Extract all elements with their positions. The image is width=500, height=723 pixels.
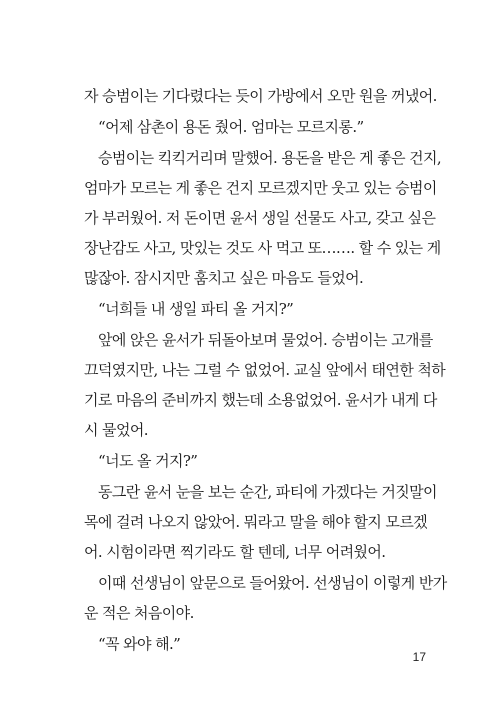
text-line: 운 적은 처음이야. [84,604,194,622]
text-line: 승범이는 킥킥거리며 말했어. 용돈을 받은 게 좋은 건지, [98,149,442,167]
text-line: 시 물었어. [84,421,148,439]
text-line: 자 승범이는 기다렸다는 듯이 가방에서 오만 원을 꺼냈어. [84,87,437,105]
dialogue-line: “꼭 와야 해.” [98,635,181,653]
text-line: 앞에 앉은 윤서가 뒤돌아보며 물었어. 승범이는 고개를 [98,331,433,349]
text-line: 이때 선생님이 앞문으로 들어왔어. 선생님이 이렇게 반가 [98,574,447,592]
text-line: 가 부러웠어. 저 돈이면 윤서 생일 선물도 사고, 갖고 싶은 [84,209,436,227]
page-number: 17 [412,650,426,664]
dialogue-line: “어제 삼촌이 용돈 줬어. 엄마는 모르지롱.” [98,118,364,136]
text-line: 어. 시험이라면 찍기라도 할 텐데, 너무 어려웠어. [84,543,386,561]
dialogue-line: “너도 올 거지?” [98,452,198,470]
text-line: 끄덕였지만, 나는 그럴 수 없었어. 교실 앞에서 태연한 척하 [84,361,446,379]
text-line: 많잖아. 잠시지만 훔치고 싶은 마음도 들었어. [84,269,364,287]
dialogue-line: “너희들 내 생일 파티 올 거지?” [98,300,294,318]
text-line: 동그란 윤서 눈을 보는 순간, 파티에 가겠다는 거짓말이 [98,483,437,501]
text-line: 장난감도 사고, 맛있는 것도 사 먹고 또……. 할 수 있는 게 [84,239,441,257]
text-line: 기로 마음의 준비까지 했는데 소용없었어. 윤서가 내게 다 [84,391,437,409]
text-line: 목에 걸려 나오지 않았어. 뭐라고 말을 해야 할지 모르겠 [84,513,428,531]
text-line: 엄마가 모르는 게 좋은 건지 모르겠지만 웃고 있는 승범이 [84,179,437,197]
